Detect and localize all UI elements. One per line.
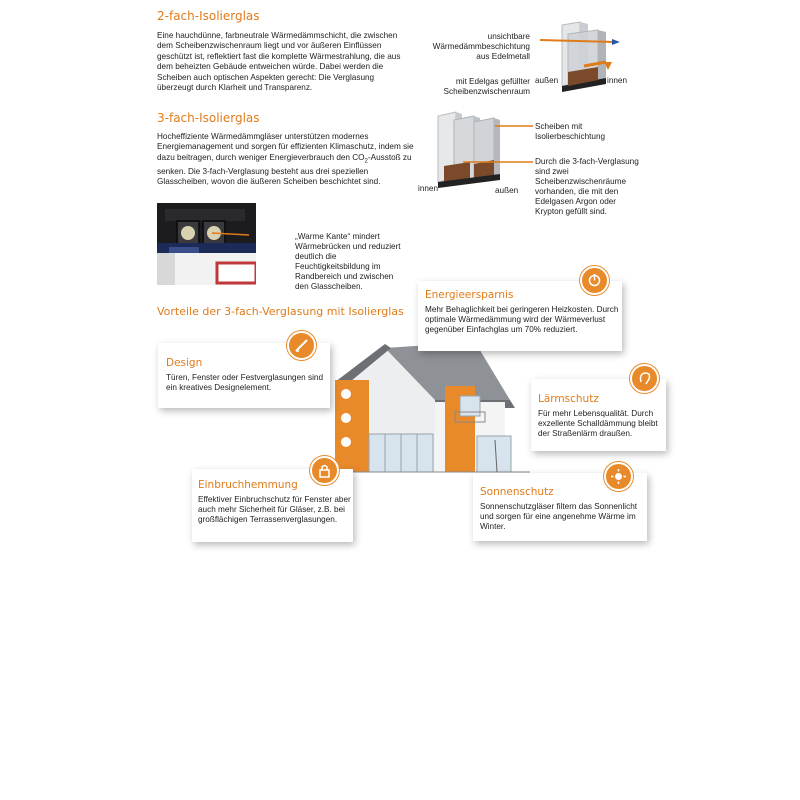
triple-glazing-text: Hocheffiziente Wärmedämmgläser unterstützen modernes Energiemanagement und sorgen für effizienten Klimaschutz, indem sie dazu beitragen, durch weniger Energieverbrauch den $CO_2$-Ausstoß zu senken. Die 3-fach-Verglasung besteht aus drei speziellen Glasscheiben, wovon die äußeren Scheiben beschichtet sind. bbox=[157, 132, 414, 187]
section-title-double-glazing: 2-fach-Isolierglas bbox=[157, 9, 260, 23]
thermometer-icon bbox=[580, 266, 609, 295]
pencil-icon bbox=[287, 331, 316, 360]
warm-edge-text: „Warme Kante“ mindert Wärmebrücken und reduziert deutlich die Feuchtigkeitsbildung im Randbereich und zwischen den Glasscheiben. bbox=[295, 232, 401, 291]
triple-glazing-arrows bbox=[455, 118, 535, 178]
double-glazing-text: Eine hauchdünne, farbneutrale Wärmedämmschicht, die zwischen dem Scheibenzwischenraum liegt und vor äußeren Einflüssen geschützt ist, reflektiert fast die komplette Wärmestrahlung, die aus dem beheizten Gebäude entweichen würde. Dabei werden die Scheiben auch optischen Aspekten gerecht: Die Verglasung überzeugt durch Klarheit und Transparenz. bbox=[157, 31, 401, 93]
benefit-card-title: Design bbox=[166, 357, 203, 369]
section-title-triple-glazing: 3-fach-Isolierglas bbox=[157, 111, 260, 125]
benefit-card-text: Sonnenschutzgläser filtern das Sonnenlicht und sorgen für eine angenehme Wärme im Winter. bbox=[480, 502, 638, 531]
label-inside-1: innen bbox=[607, 76, 628, 85]
sun-icon bbox=[604, 462, 633, 491]
warm-edge-photo bbox=[157, 203, 256, 285]
label-outside-2: außen bbox=[495, 186, 519, 195]
label-coating: unsichtbare Wärmedämmbeschichtung aus Edelmetall bbox=[432, 32, 530, 61]
label-outside-1: außen bbox=[535, 76, 559, 85]
benefit-card-text: Effektiver Einbruchschutz für Fenster aber auch mehr Sicherheit für Gläser, z.B. bei großflächigen Terrassenverglasungen. bbox=[198, 495, 351, 524]
benefit-card-text: Mehr Behaglichkeit bei geringeren Heizkosten. Durch optimale Wärmedämmung wird der Wärmeverlust gegenüber Einfachglas um 70% reduziert. bbox=[425, 305, 619, 334]
label-gas-gap: mit Edelgas gefüllter Scheibenzwischenraum bbox=[443, 77, 530, 96]
benefit-card-title: Lärmschutz bbox=[538, 393, 599, 405]
ear-icon bbox=[630, 364, 659, 393]
benefit-card-title: Energieersparnis bbox=[425, 289, 514, 301]
benefit-card-text: Türen, Fenster oder Festverglasungen sind ein kreatives Designelement. bbox=[166, 373, 324, 392]
label-two-gaps: Durch die 3-fach-Verglasung sind zwei Scheibenzwischenräume vorhanden, die mit den Edelgasen Argon oder Krypton gefüllt sind. bbox=[535, 157, 639, 216]
lock-icon bbox=[310, 456, 339, 485]
benefits-title: Vorteile der 3-fach-Verglasung mit Isolierglas bbox=[157, 305, 404, 318]
house-illustration bbox=[325, 340, 530, 480]
label-coated-panes: Scheiben mit Isolierbeschichtung bbox=[535, 122, 606, 141]
benefit-card-text: Für mehr Lebensqualität. Durch exzellente Schalldämmung bleibt der Straßenlärm draußen. bbox=[538, 409, 658, 438]
benefit-card-title: Sonnenschutz bbox=[480, 486, 554, 498]
label-inside-2: innen bbox=[418, 184, 439, 193]
benefit-card-title: Einbruchhemmung bbox=[198, 479, 298, 491]
